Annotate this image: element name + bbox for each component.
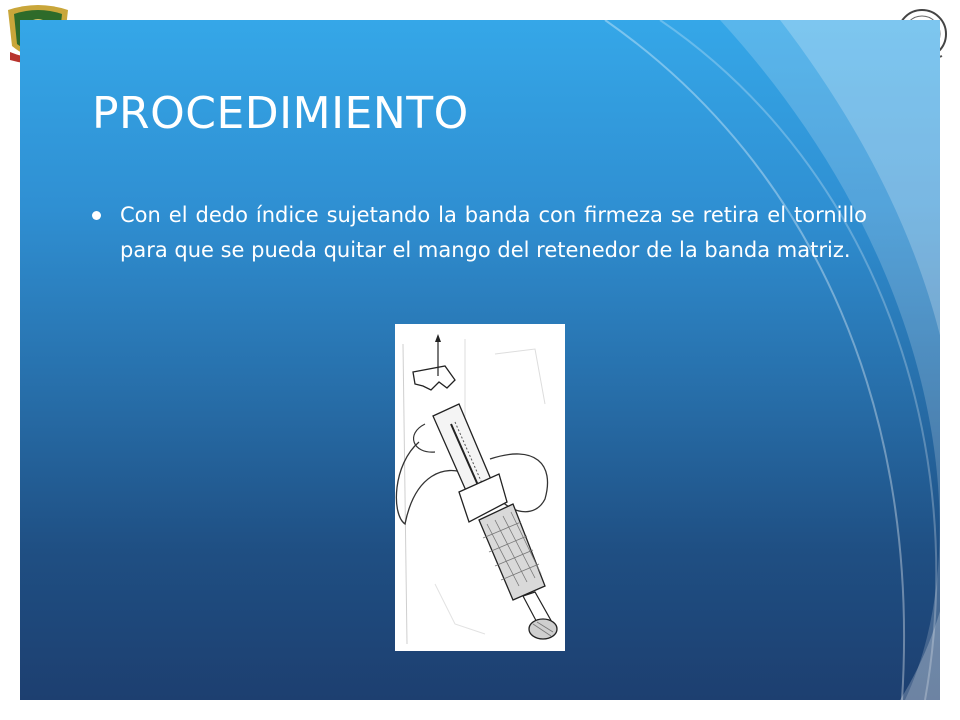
bullet-text: Con el dedo índice sujetando la banda con firmeza se retira el tornillo para que se pueda quitar el mango del retenedor de la banda matriz.	[120, 203, 867, 262]
slide	[20, 20, 940, 700]
matrix-retainer-illustration	[395, 324, 565, 651]
bullet-dot-icon	[92, 211, 101, 220]
bullet-list	[92, 198, 867, 268]
bullet-item	[92, 198, 867, 268]
slide-title: PROCEDIMIENTO	[92, 88, 469, 139]
